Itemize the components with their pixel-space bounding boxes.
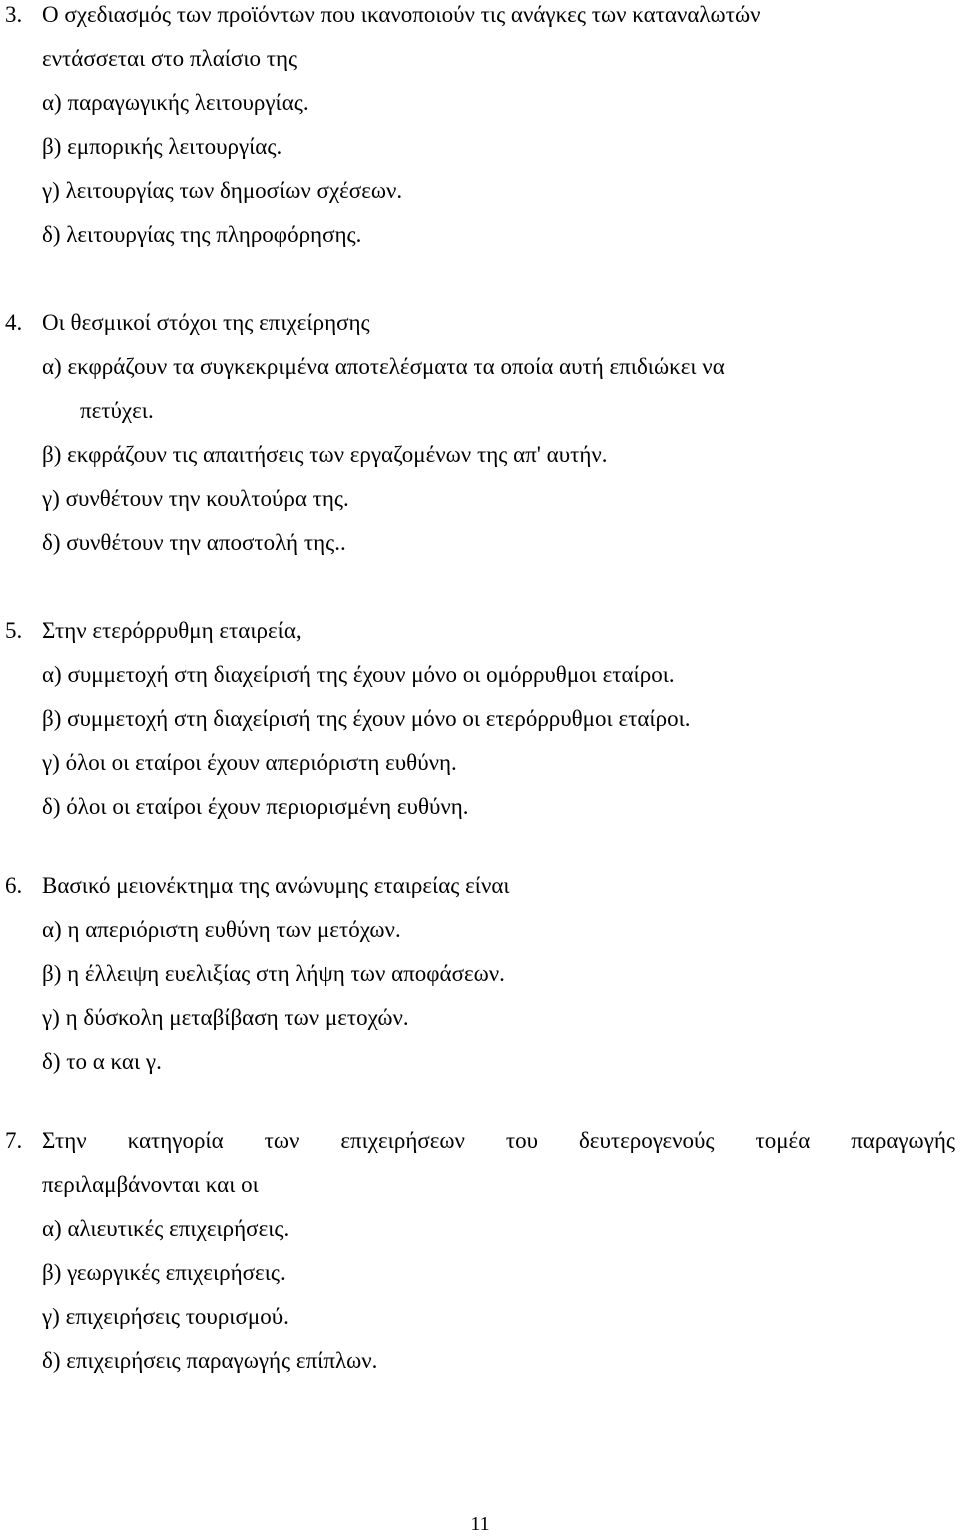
answer-option-c: γ) επιχειρήσεις τουρισμού. (42, 1304, 289, 1329)
question-7-stem-cont-line (0, 1163, 960, 1207)
answer-option-b: β) γεωργικές επιχειρήσεις. (42, 1260, 286, 1285)
question-stem: Στην ετερόρρυθμη εταιρεία, (42, 618, 302, 643)
answer-option-a: α) παραγωγικής λειτουργίας. (42, 90, 309, 115)
answer-option-d: δ) λειτουργίας της πληροφόρησης. (42, 222, 362, 247)
question-3-stem-line (0, 0, 960, 37)
question-number: 6. (5, 873, 23, 898)
question-stem: Ο σχεδιασμός των προϊόντων που ικανοποιούν τις ανάγκες των καταναλωτών (42, 2, 761, 27)
question-7-stem-line (0, 1119, 960, 1163)
answer-option-d: δ) επιχειρήσεις παραγωγής επίπλων. (42, 1348, 378, 1373)
option-line (0, 697, 960, 741)
question-stem: Βασικό μειονέκτημα της ανώνυμης εταιρείας είναι (42, 873, 510, 898)
answer-option-c: γ) λειτουργίας των δημοσίων σχέσεων. (42, 178, 403, 203)
answer-option-a-continuation: πετύχει. (80, 398, 154, 423)
answer-option-d: δ) το α και γ. (42, 1049, 162, 1074)
question-3 (0, 0, 960, 257)
option-line (0, 1339, 960, 1383)
answer-option-a: α) αλιευτικές επιχειρήσεις. (42, 1216, 290, 1241)
answer-option-b: β) συμμετοχή στη διαχείρισή της έχουν μόνο οι ετερόρρυθμοι εταίροι. (42, 706, 691, 731)
option-line (0, 125, 960, 169)
option-line (0, 1295, 960, 1339)
option-line (0, 952, 960, 996)
answer-option-b: β) εκφράζουν τις απαιτήσεις των εργαζομένων της απ' αυτήν. (42, 442, 608, 467)
answer-option-b: β) η έλλειψη ευελιξίας στη λήψη των αποφάσεων. (42, 961, 505, 986)
answer-option-a: α) συμμετοχή στη διαχείρισή της έχουν μόνο οι ομόρρυθμοι εταίροι. (42, 662, 675, 687)
question-5 (0, 609, 960, 829)
option-line (0, 389, 960, 433)
question-number: 5. (5, 618, 23, 643)
option-line (0, 1207, 960, 1251)
question-number: 7. (5, 1128, 23, 1153)
answer-option-d: δ) συνθέτουν την αποστολή της.. (42, 530, 346, 555)
option-line (0, 477, 960, 521)
option-line (0, 81, 960, 125)
question-7 (0, 1119, 960, 1383)
answer-option-a: α) η απεριόριστη ευθύνη των μετόχων. (42, 917, 401, 942)
option-line (0, 653, 960, 697)
question-stem: Στην κατηγορία των επιχειρήσεων του δευτερογενούς τομέα παραγωγής (42, 1128, 955, 1153)
question-stem-continuation: περιλαμβάνονται και οι (42, 1172, 259, 1197)
answer-option-b: β) εμπορικής λειτουργίας. (42, 134, 283, 159)
question-3-stem-cont-line (0, 37, 960, 81)
option-line (0, 996, 960, 1040)
question-4-stem-line (0, 301, 960, 345)
page-number: 11 (470, 1513, 490, 1535)
option-line (0, 1040, 960, 1084)
option-line (0, 785, 960, 829)
question-number: 4. (5, 310, 23, 335)
option-line (0, 908, 960, 952)
question-6-stem-line (0, 864, 960, 908)
answer-option-c: γ) συνθέτουν την κουλτούρα της. (42, 486, 349, 511)
option-line (0, 433, 960, 477)
option-line (0, 521, 960, 565)
option-line (0, 741, 960, 785)
answer-option-c: γ) όλοι οι εταίροι έχουν απεριόριστη ευθύνη. (42, 750, 457, 775)
option-line (0, 1251, 960, 1295)
answer-option-c: γ) η δύσκολη μεταβίβαση των μετοχών. (42, 1005, 409, 1030)
question-6 (0, 864, 960, 1084)
question-stem-continuation: εντάσσεται στο πλαίσιο της (42, 46, 298, 71)
option-line (0, 345, 960, 389)
question-stem: Οι θεσμικοί στόχοι της επιχείρησης (42, 310, 370, 335)
question-number: 3. (5, 2, 23, 27)
question-4 (0, 301, 960, 565)
answer-option-d: δ) όλοι οι εταίροι έχουν περιορισμένη ευθύνη. (42, 794, 469, 819)
question-5-stem-line (0, 609, 960, 653)
option-line (0, 213, 960, 257)
answer-option-a: α) εκφράζουν τα συγκεκριμένα αποτελέσματα τα οποία αυτή επιδιώκει να (42, 354, 725, 379)
option-line (0, 169, 960, 213)
